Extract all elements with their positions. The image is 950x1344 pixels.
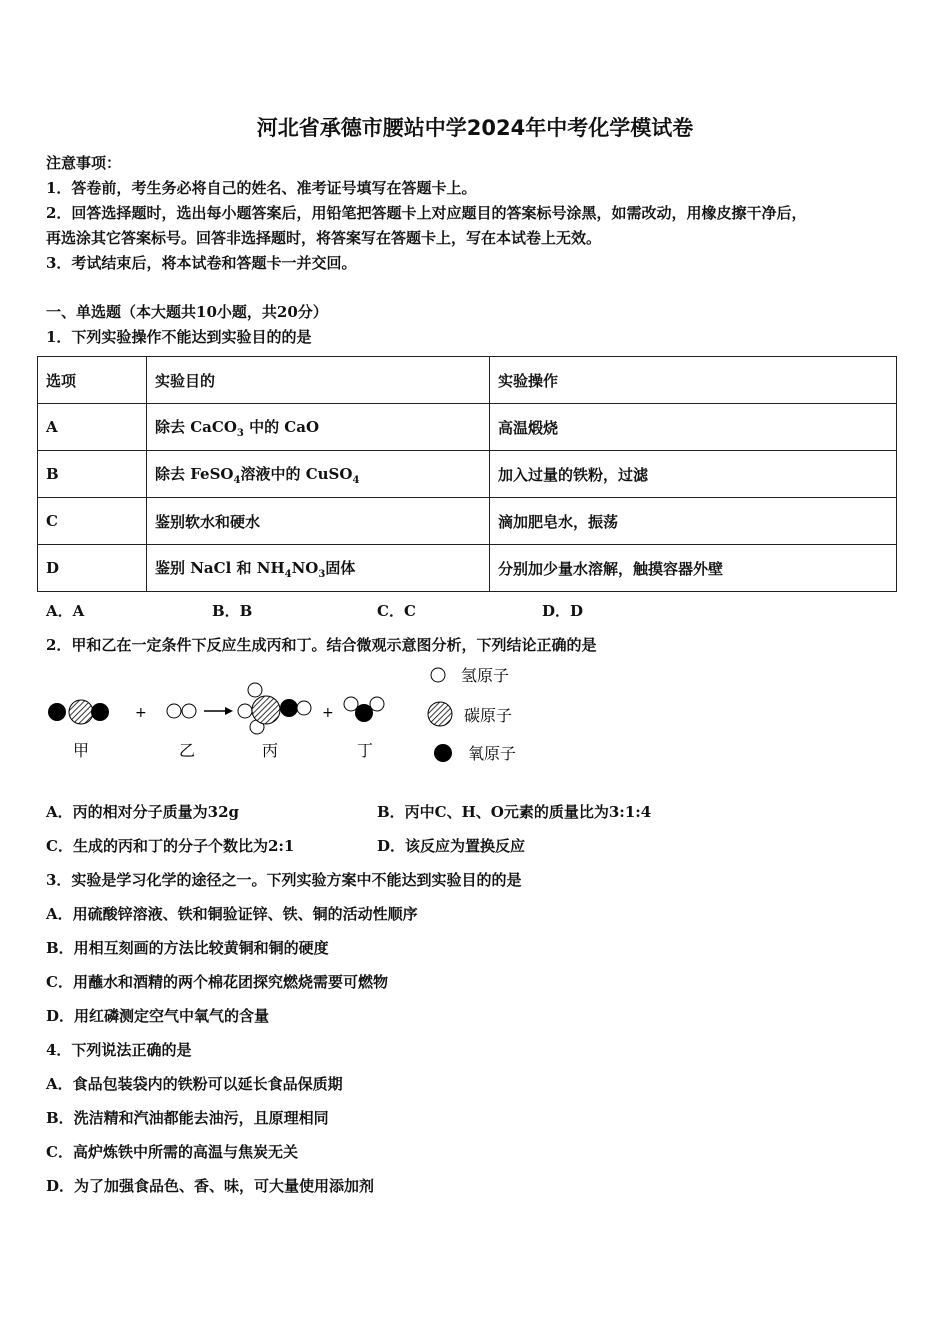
molecule-bing: [238, 683, 311, 734]
header-option: 选项: [38, 357, 147, 404]
table-header-row: [38, 357, 897, 404]
hydrogen-atom-icon: [431, 668, 445, 682]
notice-heading: 注意事项：: [46, 154, 122, 172]
notice-item-2a: 2．回答选择题时，选出每小题答案后，用铅笔把答题卡上对应题目的答案标号涂黑，如需改动，用橡皮擦干净后，: [46, 204, 807, 222]
legend-oxygen: 氧原子: [468, 744, 517, 763]
molecule-jia: [48, 700, 109, 724]
row-b-goal: 除去 FeSO$_4$溶液中的 CuSO$_4$: [147, 451, 490, 498]
molecule-yi: [167, 704, 196, 718]
row-c-operation: 滴加肥皂水，振荡: [490, 498, 897, 545]
q4-choice-a: A．食品包装袋内的铁粉可以延长食品保质期: [46, 1075, 343, 1093]
row-d-operation: 分别加少量水溶解，触摸容器外壁: [490, 545, 897, 592]
label-yi: 乙: [179, 741, 196, 760]
q3-stem: 3．实验是学习化学的途径之一。下列实验方案中不能达到实验目的的是: [46, 871, 522, 889]
notice-item-2b: 再选涂其它答案标号。回答非选择题时，将答案写在答题卡上，写在本试卷上无效。: [46, 229, 602, 247]
row-a-option: A: [38, 404, 147, 451]
row-a-operation: 高温煅烧: [490, 404, 897, 451]
q1-stem: 1．下列实验操作不能达到实验目的的是: [46, 328, 312, 346]
oxygen-atom-icon: [434, 744, 452, 762]
q2-choice-d: D．该反应为置换反应: [377, 837, 526, 855]
label-jia: 甲: [73, 741, 90, 760]
q4-choice-b: B．洗洁精和汽油都能去油污，且原理相同: [46, 1109, 329, 1127]
molecule-ding: [344, 697, 384, 722]
row-b-option: B: [38, 451, 147, 498]
table-row: [38, 451, 897, 498]
q2-choice-a: A．丙的相对分子质量为32g: [46, 803, 240, 821]
row-d-option: D: [38, 545, 147, 592]
section-heading: 一、单选题（本大题共10小题，共20分）: [46, 303, 328, 321]
carbon-atom-icon: [428, 702, 452, 726]
q1-choice-a: A．A: [46, 602, 85, 620]
label-ding: 丁: [357, 741, 374, 760]
row-d-goal: 鉴别 NaCl 和 $NH_4NO_3$固体: [147, 545, 490, 592]
legend: [428, 666, 516, 763]
q1-choice-d: D．D: [542, 602, 584, 620]
table-row: [38, 498, 897, 545]
legend-hydrogen: 氢原子: [461, 666, 510, 685]
q4-choice-c: C．高炉炼铁中所需的高温与焦炭无关: [46, 1143, 298, 1161]
header-goal: 实验目的: [147, 357, 490, 404]
label-bing: 丙: [262, 741, 279, 760]
row-b-operation: 加入过量的铁粉，过滤: [490, 451, 897, 498]
notice-item-1: 1．答卷前，考生务必将自己的姓名、准考证号填写在答题卡上。: [46, 179, 477, 197]
row-c-goal: 鉴别软水和硬水: [147, 498, 490, 545]
table-row: [38, 404, 897, 451]
q1-table: [37, 356, 897, 592]
arrow-icon: [204, 707, 233, 715]
q3-choice-d: D．用红磷测定空气中氧气的含量: [46, 1007, 270, 1025]
reaction-diagram: [40, 660, 560, 770]
notice-item-3: 3．考试结束后，将本试卷和答题卡一并交回。: [46, 254, 357, 272]
q2-choice-b: B．丙中C、H、O元素的质量比为3:1:4: [377, 803, 652, 821]
q3-choice-b: B．用相互刻画的方法比较黄铜和铜的硬度: [46, 939, 329, 957]
row-a-goal: 除去 CaCO$_3$ 中的 CaO: [147, 404, 490, 451]
q1-choice-c: C．C: [377, 602, 416, 620]
plus-sign: +: [322, 705, 334, 721]
q2-choice-c: C．生成的丙和丁的分子个数比为2:1: [46, 837, 295, 855]
q1-choice-b: B．B: [212, 602, 253, 620]
q3-choice-c: C．用蘸水和酒精的两个棉花团探究燃烧需要可燃物: [46, 973, 388, 991]
q3-choice-a: A．用硫酸锌溶液、铁和铜验证锌、铁、铜的活动性顺序: [46, 905, 418, 923]
legend-carbon: 碳原子: [464, 706, 513, 725]
q4-choice-d: D．为了加强食品色、香、味，可大量使用添加剂: [46, 1177, 375, 1195]
page-title: 河北省承德市腰站中学2024年中考化学模试卷: [256, 116, 694, 140]
q2-stem: 2．甲和乙在一定条件下反应生成丙和丁。结合微观示意图分析，下列结论正确的是: [46, 636, 597, 654]
plus-sign: +: [135, 705, 147, 721]
row-c-option: C: [38, 498, 147, 545]
header-operation: 实验操作: [490, 357, 897, 404]
q4-stem: 4．下列说法正确的是: [46, 1041, 192, 1059]
table-row: [38, 545, 897, 592]
